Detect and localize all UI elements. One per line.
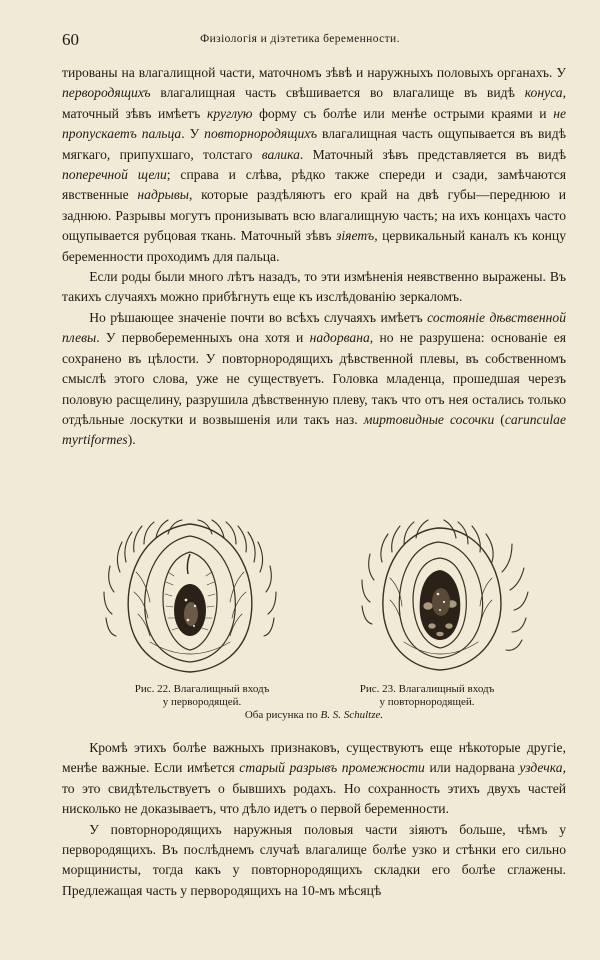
caption-figure-22: Рис. 22. Влагалищный входъ у первородящей. (134, 683, 270, 708)
paragraph-5: У повторнородящихъ наружныя половыя части зіяютъ больше, чѣмъ у первородящихъ. Въ послѣднемъ случаѣ влагалище болѣе узко и стѣнки его сильно морщинисты, тогда какъ у повторнородящихъ складки его болѣе сглажены. Предлежащая часть у первородящихъ на 10-мъ мѣсяцѣ (62, 821, 566, 898)
italic-term: carunculae myrtiformes (62, 411, 566, 448)
paragraph-4: Кромѣ этихъ болѣе важныхъ признаковъ, существуютъ еще нѣкоторые другіе, менѣе важные. Если имѣется старый разрывъ промежности или надорвана уздечка, то это свидѣтельствуетъ о бывшихъ родахъ. Но сохранность этихъ двухъ частей нисколько не доказываетъ, что дѣло идетъ о первой беременности. (62, 740, 566, 817)
italic-term: миртовидные сосочки (363, 411, 495, 427)
figures-row (90, 502, 550, 682)
body-text-top (62, 63, 566, 451)
italic-term: круглую (206, 105, 253, 121)
caption-figure-23: Рис. 23. Влагалищный входъ у повторнородящей. (359, 683, 495, 708)
credit-author: B. S. Schultze. (320, 709, 384, 721)
italic-term: зіяетъ (336, 228, 375, 244)
italic-term: надрывы (137, 187, 189, 203)
italic-term: конуса (524, 85, 563, 101)
figure-23-illustration (352, 502, 532, 680)
paragraph-2: Если роды были много лѣтъ назадъ, то эти измѣненія неявственно выражены. Въ такихъ случаяхъ можно прибѣгнуть еще къ изслѣдованію зеркаломъ. (62, 269, 566, 305)
paragraph-1: тированы на влагалищной части, маточномъ зѣвѣ и наружныхъ половыхъ органахъ. У первородящихъ влагалищная часть свѣшивается во влагалище въ видѣ конуса, маточный зѣвъ имѣетъ круглую форму съ болѣе или менѣе острыми краями и не пропускаетъ пальца. У повторнородящихъ влагалищная часть ощупывается въ видѣ мягкаго, припухшаго, толстаго валика. Маточный зѣвъ представляется въ видѣ поперечной щели; справа и слѣва, рѣдко также спереди и сзади, замѣчаются явственные надрывы, которые раздѣляютъ его край на двѣ губы—переднюю и заднюю. Разрывы могутъ пронизывать всю влагалищную часть; на ихъ концахъ часто ощупывается рубцовая ткань. Маточный зѣвъ зіяетъ, цервикальный каналъ къ концу беременности проходимъ для пальца. (62, 65, 567, 264)
paragraph-3: Но рѣшающее значеніе почти во всѣхъ случаяхъ имѣетъ состояніе дѣвственной плевы. У первобеременныхъ она хотя и надорвана, но не разрушена: основаніе ея сохранено въ цѣлости. У повторнородящихъ дѣвственной плевы, въ собственномъ смыслѣ этого слова, уже не существуетъ. Головка младенца, прошедшая черезъ половую расщелину, разрушила дѣвственную плеву, такъ что отъ нея остались только отдѣльные лоскутки и возвышенія или такъ наз. миртовидные сосочки (carunculae myrtiformes). (62, 309, 566, 448)
running-title: Физіологія и діэтетика беременности. (200, 33, 400, 45)
italic-term: валика (261, 146, 300, 162)
italic-term: состояніе дѣвственной плевы (62, 309, 566, 346)
italic-term: уздечка (519, 760, 563, 776)
italic-term: поперечной щели (62, 167, 167, 183)
italic-term: надорвана (309, 330, 370, 346)
body-text-bottom (62, 738, 566, 901)
figures-credit: Оба рисунка по B. S. Schultze. (244, 709, 384, 721)
page-header (62, 30, 538, 50)
page-number: 60 (62, 30, 79, 49)
figure-22-illustration (100, 502, 280, 680)
italic-term: повторнородящихъ (204, 126, 318, 142)
italic-term: не пропускаетъ пальца (62, 105, 567, 142)
italic-term: старый разрывъ промежности (239, 760, 425, 776)
italic-term: первородящихъ (62, 85, 151, 101)
